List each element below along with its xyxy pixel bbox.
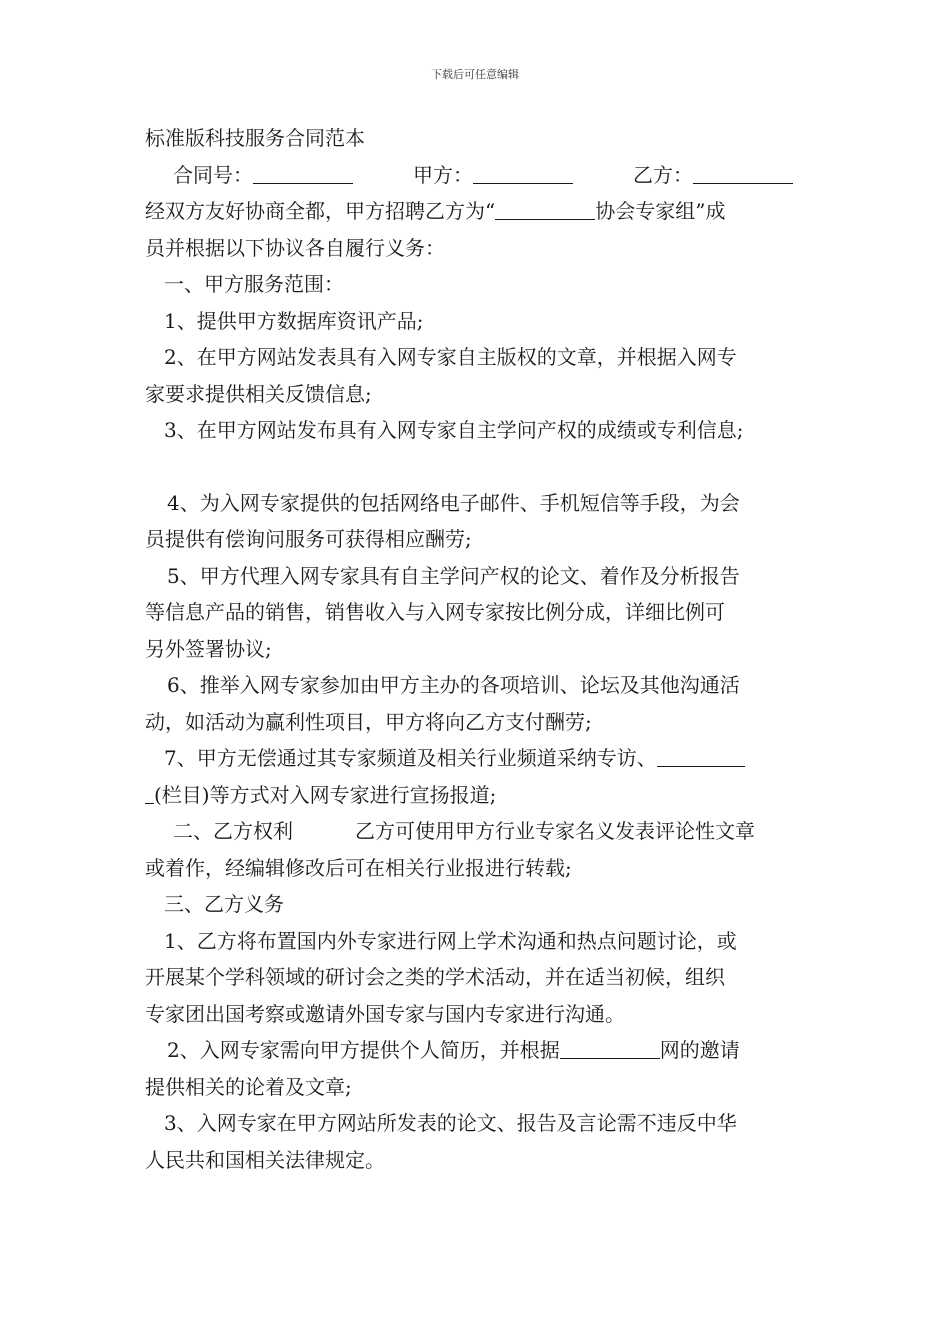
intro-text-b: 协会专家组”成 xyxy=(595,199,726,223)
s1-item-3: 3、在甲方网站发布具有入网专家自主学问产权的成绩或专利信息; xyxy=(164,418,744,442)
intro-text-a: 经双方友好协商全都，甲方招聘乙方为“ xyxy=(145,199,496,223)
s3-item-2b: 提供相关的论着及文章; xyxy=(145,1074,352,1099)
party-a-label: 甲方： xyxy=(413,162,473,187)
s1-item-7b-text: (栏目)等方式对入网专家进行宣扬报道; xyxy=(154,782,497,807)
party-b-field xyxy=(633,157,793,194)
contract-number-field xyxy=(173,157,413,194)
s1-item-7a-text: 7、甲方无偿通过其专家频道及相关行业频道采纳专访、 xyxy=(164,746,657,770)
section-2-title: 二、乙方权利 xyxy=(173,819,293,843)
s1-item-2a: 2、在甲方网站发表具有入网专家自主版权的文章，并根据入网专 xyxy=(164,345,737,369)
intro-line-1 xyxy=(145,193,813,230)
section-2-text: 乙方可使用甲方行业专家名义发表评论性文章 xyxy=(355,819,755,843)
section-3-title: 三、乙方义务 xyxy=(164,892,284,916)
party-a-blank xyxy=(473,161,573,184)
column-name-blank xyxy=(657,744,745,767)
s1-item-2b: 家要求提供相关反馈信息; xyxy=(145,381,372,406)
party-b-label: 乙方： xyxy=(633,162,693,187)
s1-item-5a: 5、甲方代理入网专家具有自主学问产权的论文、着作及分析报告 xyxy=(167,563,740,588)
s3-item-2a-tail: 网的邀请 xyxy=(659,1038,740,1062)
paragraph-gap xyxy=(145,449,813,485)
s1-item-5c: 另外签署协议; xyxy=(145,636,272,661)
s3-item-3a: 3、入网专家在甲方网站所发表的论文、报告及言论需不违反中华 xyxy=(164,1111,737,1135)
s1-item-6b: 动，如活动为赢利性项目，甲方将向乙方支付酬劳; xyxy=(145,709,592,734)
s3-item-2a-text: 2、入网专家需向甲方提供个人简历，并根据 xyxy=(167,1038,560,1062)
contract-meta-row xyxy=(145,157,813,194)
s1-item-7a xyxy=(145,740,813,777)
s1-item-5b: 等信息产品的销售，销售收入与入网专家按比例分成，详细比例可 xyxy=(145,600,725,624)
s3-item-1b: 开展某个学科领域的研讨会之类的学术活动，并在适当初候，组织 xyxy=(145,965,725,989)
section-1-title: 一、甲方服务范围： xyxy=(164,272,344,296)
s3-item-2a xyxy=(145,1032,813,1069)
contract-number-label: 合同号： xyxy=(173,162,253,187)
column-name-blank-cont xyxy=(145,781,154,804)
page-header-note: 下载后可任意编辑 xyxy=(431,68,519,81)
section-2-line xyxy=(145,813,813,850)
contract-number-blank xyxy=(253,161,353,184)
party-b-blank xyxy=(693,161,793,184)
document-title: 标准版科技服务合同范本 xyxy=(145,126,365,150)
s1-item-1: 1、提供甲方数据库资讯产品; xyxy=(164,308,424,333)
party-a-field xyxy=(413,157,633,194)
s1-item-6a: 6、推举入网专家参加由甲方主办的各项培训、论坛及其他沟通活 xyxy=(167,673,740,697)
section-2-text-b: 或着作，经编辑修改后可在相关行业报进行转载; xyxy=(145,855,572,880)
s3-item-3b: 人民共和国相关法律规定。 xyxy=(145,1147,385,1172)
s3-item-1c: 专家团出国考察或邀请外国专家与国内专家进行沟通。 xyxy=(145,1001,625,1026)
s3-item-1a: 1、乙方将布置国内外专家进行网上学术沟通和热点问题讨论，或 xyxy=(164,928,737,953)
association-blank xyxy=(495,197,595,220)
contract-body xyxy=(145,120,813,1178)
website-name-blank xyxy=(560,1036,660,1059)
s1-item-4a: 4、为入网专家提供的包括网络电子邮件、手机短信等手段，为会 xyxy=(167,490,740,515)
intro-line-2: 员并根据以下协议各自履行义务： xyxy=(145,235,445,260)
s1-item-4b: 员提供有偿询问服务可获得相应酬劳; xyxy=(145,527,472,551)
s1-item-7b xyxy=(145,777,813,814)
